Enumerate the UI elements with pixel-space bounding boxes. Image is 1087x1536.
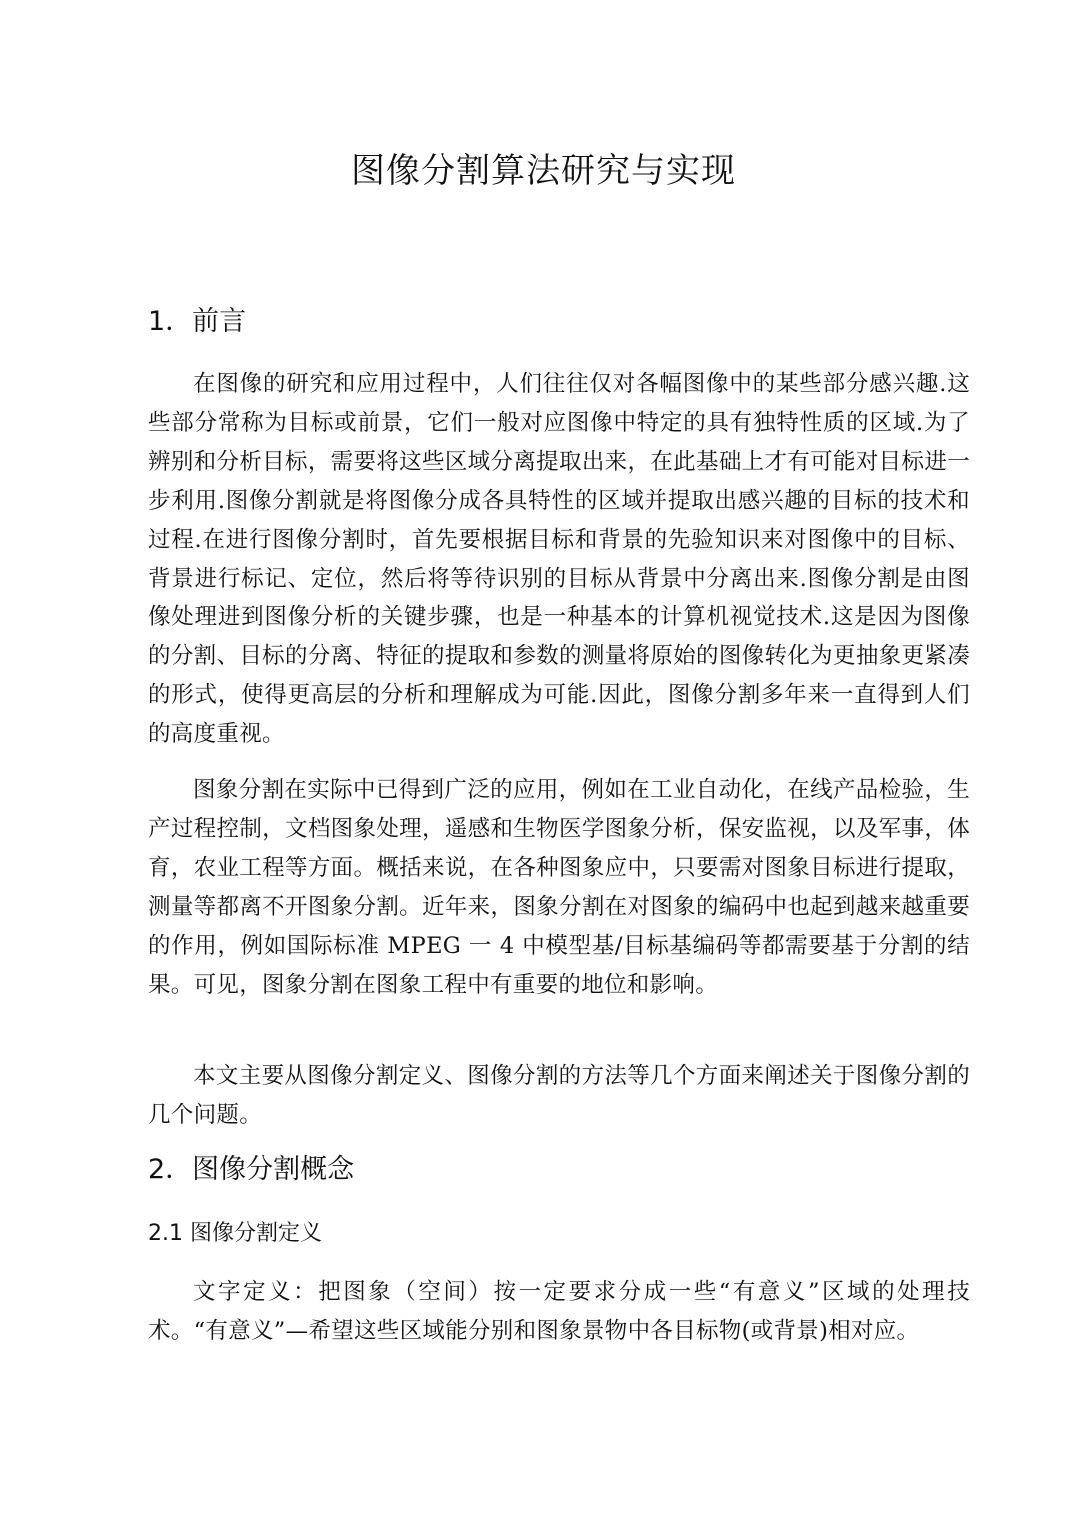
paragraph-preface-1: 在图像的研究和应用过程中，人们往往仅对各幅图像中的某些部分感兴趣.这些部分常称为目标或前景，它们一般对应图像中特定的具有独特性质的区域.为了辨别和分析目标，需要将这些区域分离提取出来，在此基础上才有可能对目标进一步利用.图像分割就是将图像分成各具特性的区域并提取出感兴趣的目标的技术和过程.在进行图像分割时，首先要根据目标和背景的先验知识来对图像中的目标、背景进行标记、定位，然后将等待识别的目标从背景中分离出来.图像分割是由图像处理进到图像分析的关键步骤，也是一种基本的计算机视觉技术.这是因为图像的分割、目标的分离、特征的提取和参数的测量将原始的图像转化为更抽象更紧凑的形式，使得更高层的分析和理解成为可能.因此，图像分割多年来一直得到人们的高度重视。: [148, 371, 970, 748]
paragraph-preface-2: 图象分割在实际中已得到广泛的应用，例如在工业自动化，在线产品检验，生产过程控制，文档图象处理，遥感和生物医学图象分析，保安监视，以及军事，体育，农业工程等方面。概括来说，在各种图象应中，只要需对图象目标进行提取，测量等都离不开图象分割。近年来，图象分割在对图象的编码中也起到越来越重要的作用，例如国际标准 MPEG 一 4 中模型基/目标基编码等都需要基于分割的结果。可见，图象分割在图象工程中有重要的地位和影响。: [148, 777, 970, 998]
document-title: 图像分割算法研究与实现: [351, 151, 736, 191]
paragraph-preface-3: 本文主要从图像分割定义、图像分割的方法等几个方面来阐述关于图像分割的几个问题。: [148, 1063, 970, 1128]
section-heading-concept: 2．图像分割概念: [148, 1154, 355, 1185]
paragraph-definition-1: 文字定义：把图象（空间）按一定要求分成一些“有意义”区域的处理技术。“有意义”—希望这些区域能分别和图象景物中各目标物(或背景)相对应。: [148, 1279, 970, 1344]
subsection-heading-definition: 2.1 图像分割定义: [148, 1221, 322, 1246]
section-heading-preface: 1．前言: [148, 306, 247, 337]
